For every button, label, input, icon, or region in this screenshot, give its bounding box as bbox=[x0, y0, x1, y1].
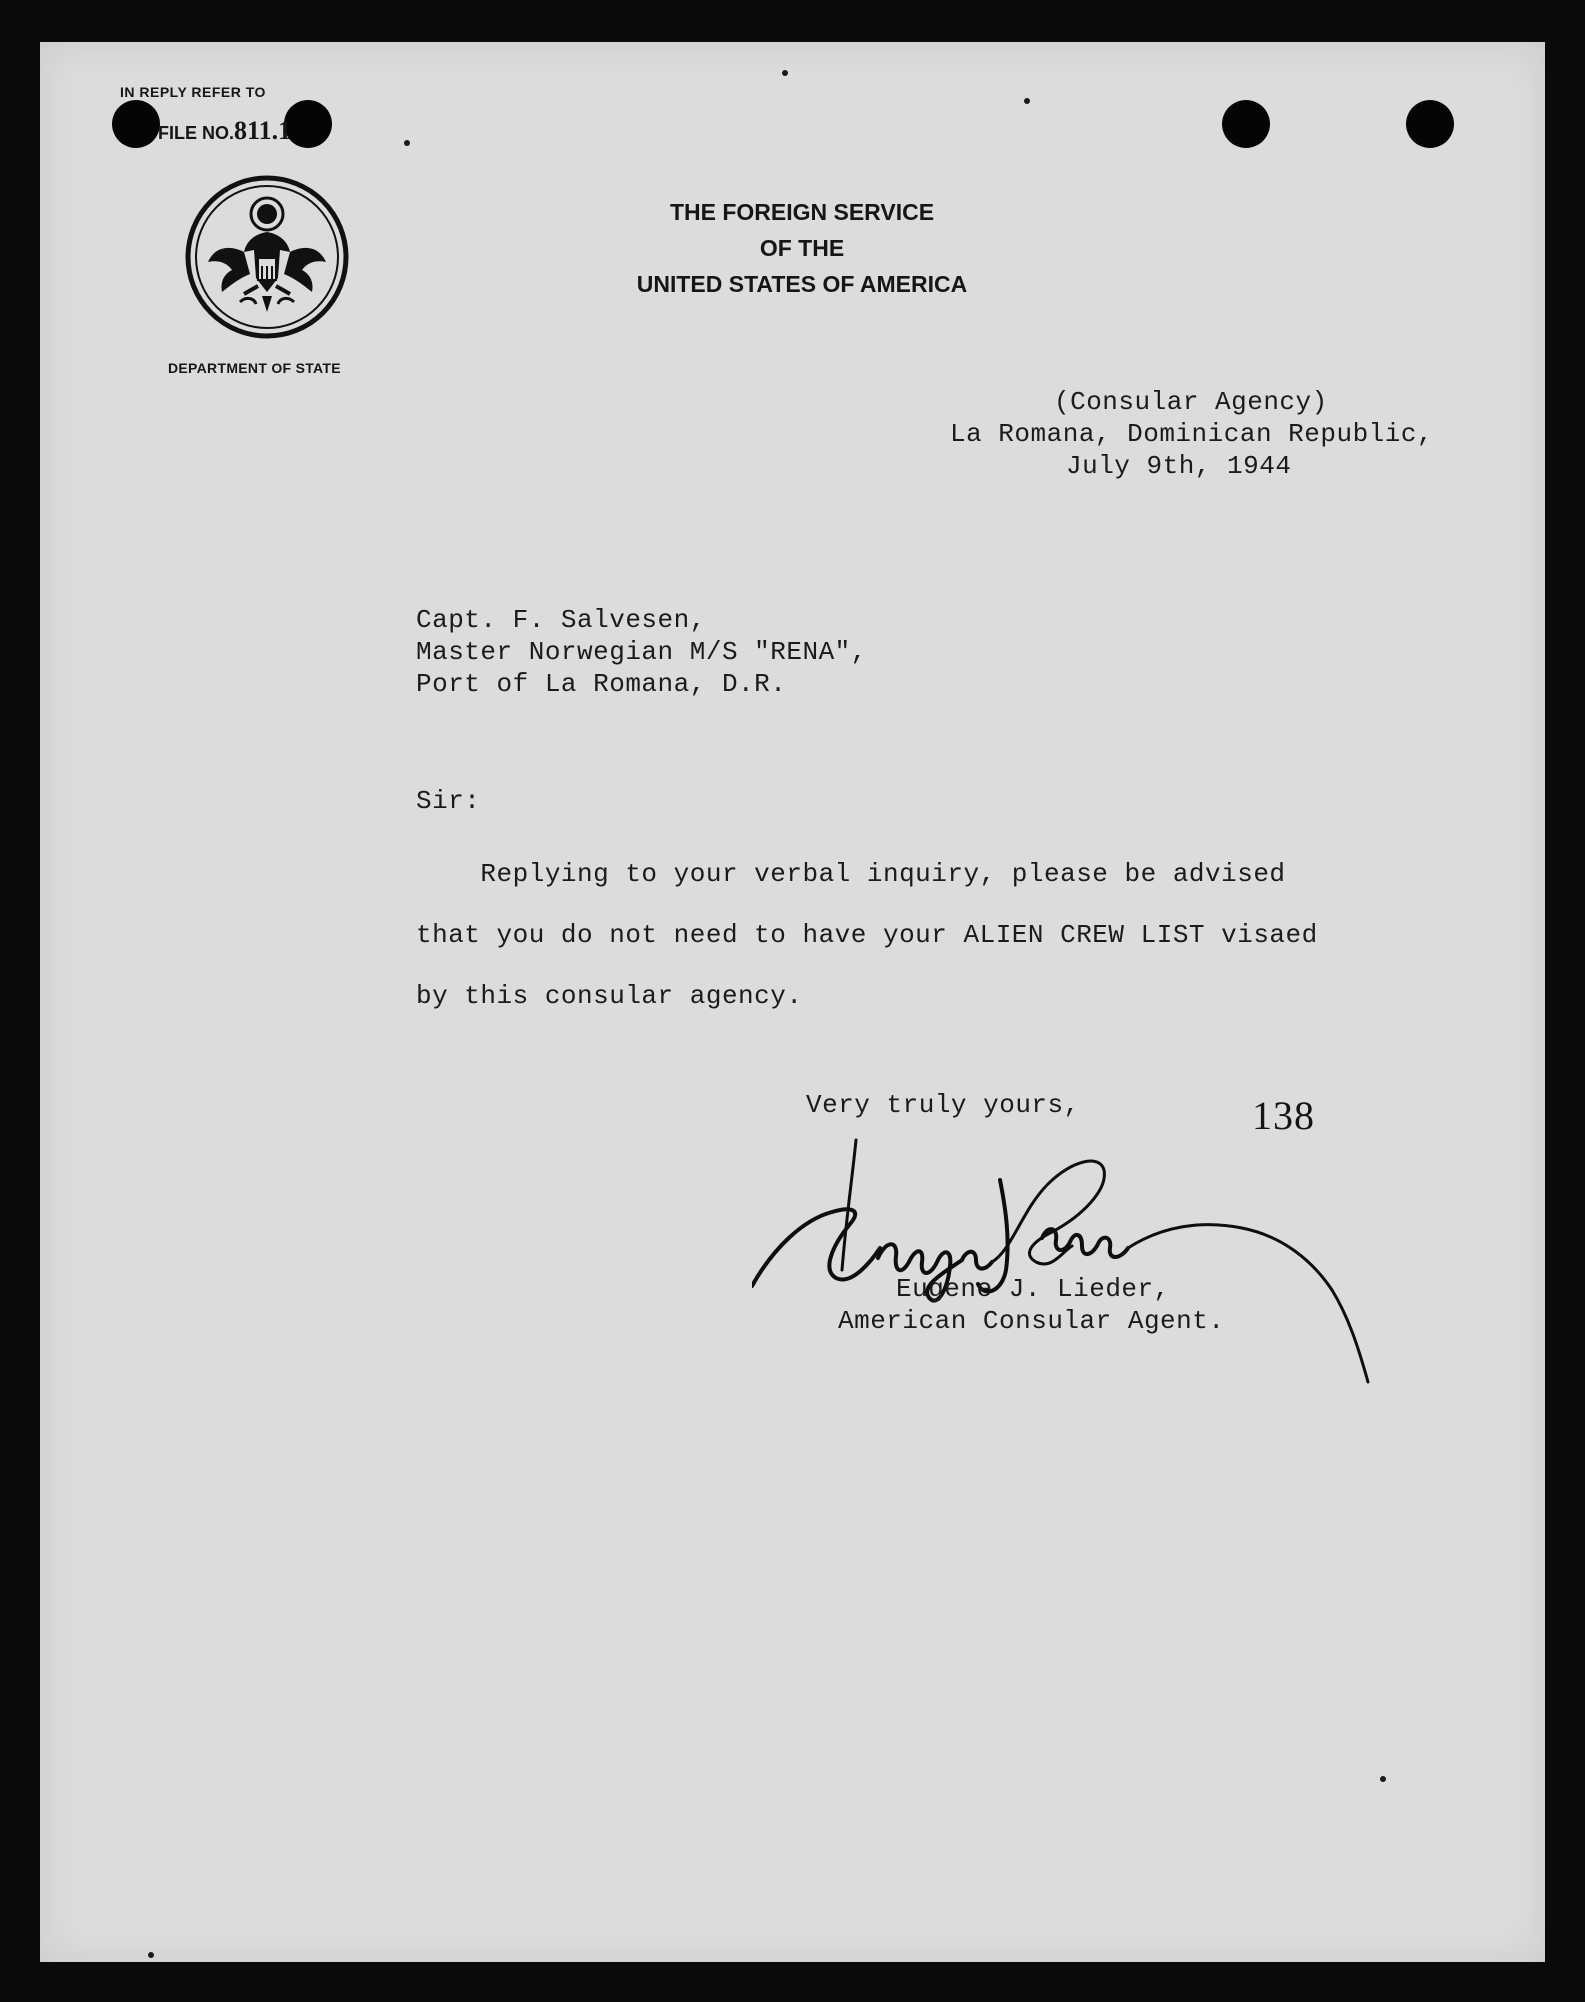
document-number: 138 bbox=[1252, 1093, 1315, 1138]
file-number-value: 811.1 bbox=[234, 116, 292, 145]
letterhead-line-2: OF THE bbox=[759, 235, 845, 261]
letterhead-line-1: THE FOREIGN SERVICE bbox=[669, 199, 935, 225]
handwritten-signature-icon bbox=[752, 1120, 1392, 1400]
scan-speck bbox=[404, 140, 410, 146]
closing: Very truly yours, bbox=[806, 1090, 1080, 1120]
file-number bbox=[158, 116, 291, 146]
letter-body bbox=[416, 844, 1316, 1027]
reply-reference-label: IN REPLY REFER TO bbox=[120, 84, 266, 100]
addressee-line-1: Capt. F. Salvesen, bbox=[416, 605, 706, 635]
letterhead-line-3: UNITED STATES OF AMERICA bbox=[636, 271, 968, 297]
place-and-date bbox=[950, 386, 1434, 482]
salutation: Sir: bbox=[416, 786, 481, 816]
location-line: La Romana, Dominican Republic, bbox=[950, 419, 1434, 449]
scan-speck bbox=[148, 1952, 154, 1958]
addressee-line-3: Port of La Romana, D.R. bbox=[416, 669, 787, 699]
signer-name: Eugene J. Lieder, bbox=[896, 1274, 1170, 1304]
department-label: DEPARTMENT OF STATE bbox=[168, 360, 341, 376]
office-line: (Consular Agency) bbox=[1054, 387, 1328, 417]
department-seal-icon bbox=[184, 174, 350, 340]
file-number-prefix: FILE NO. bbox=[158, 123, 234, 143]
body-line-1: Replying to your verbal inquiry, please be advised bbox=[416, 859, 1286, 889]
addressee-line-2: Master Norwegian M/S "RENA", bbox=[416, 637, 867, 667]
punch-hole bbox=[284, 100, 332, 148]
punch-hole bbox=[1406, 100, 1454, 148]
signer-title: American Consular Agent. bbox=[838, 1306, 1225, 1336]
date-line: July 9th, 1944 bbox=[1066, 451, 1292, 481]
scan-speck bbox=[782, 70, 788, 76]
scan-speck bbox=[1024, 98, 1030, 104]
punch-hole bbox=[1222, 100, 1270, 148]
body-line-3: by this consular agency. bbox=[416, 981, 803, 1011]
letterhead bbox=[560, 194, 1044, 302]
punch-hole bbox=[112, 100, 160, 148]
scan-speck bbox=[1380, 1776, 1386, 1782]
addressee-block bbox=[416, 604, 867, 700]
body-line-2: that you do not need to have your ALIEN CREW LIST visaed bbox=[416, 920, 1318, 950]
